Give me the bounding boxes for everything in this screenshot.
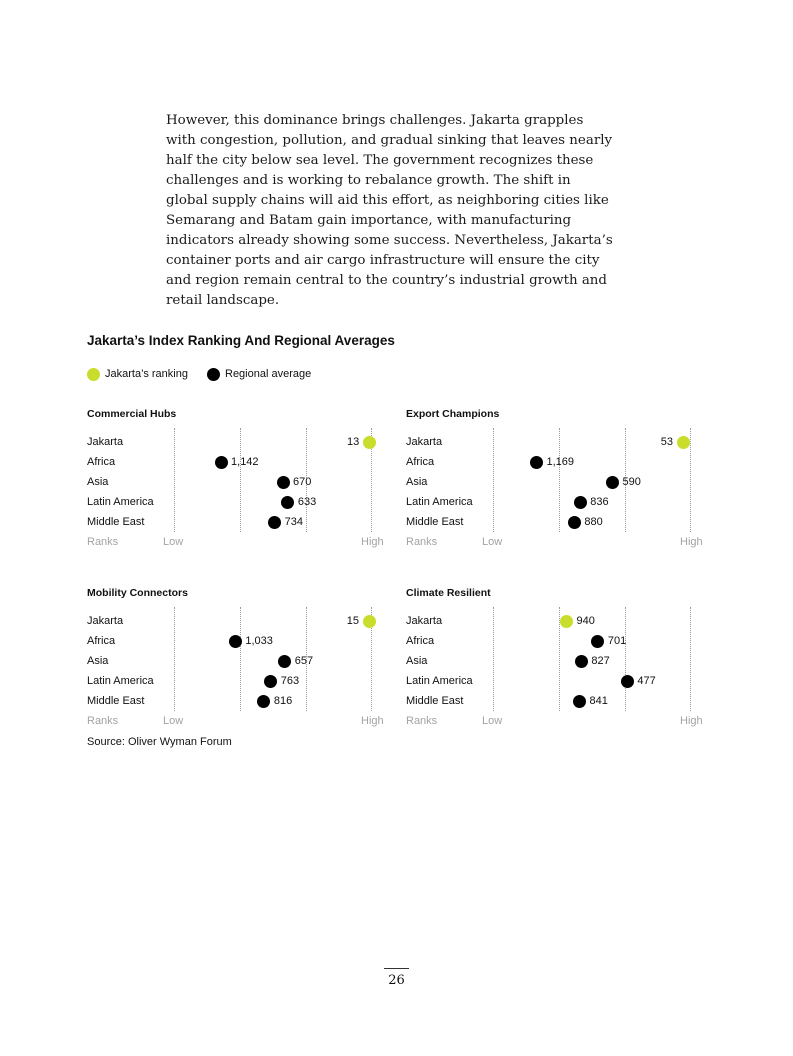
panel-title: Export Champions — [406, 408, 500, 420]
gridline — [493, 607, 494, 711]
row-label: Asia — [87, 476, 109, 488]
row-label: Latin America — [87, 675, 154, 687]
regional-average-dot — [278, 655, 291, 668]
panel-title: Mobility Connectors — [87, 587, 188, 599]
row-label: Latin America — [406, 675, 473, 687]
regional-average-dot — [621, 675, 634, 688]
row-label: Middle East — [87, 695, 145, 707]
jakarta-rank-dot — [363, 615, 376, 628]
row-label: Latin America — [406, 496, 473, 508]
data-label: 1,033 — [245, 635, 273, 647]
panel-title: Commercial Hubs — [87, 408, 177, 420]
data-label: 836 — [590, 496, 609, 508]
row-label: Africa — [87, 635, 116, 647]
gridline — [240, 607, 241, 711]
data-label: 670 — [293, 476, 312, 488]
gridline — [493, 428, 494, 532]
row-label: Asia — [406, 476, 428, 488]
regional-average-dot — [281, 496, 294, 509]
data-label: 590 — [622, 476, 641, 488]
body-paragraph: However, this dominance brings challenges. Jakarta grapples with congestion, pollution, and gradual sinking that leaves nearly half the city below sea level. The government recognizes these challenges and is working to rebalance growth. The shift in global supply chains will aid this effort, as neighboring cities like Semarang and Batam gain importance, with manufacturing indicators already showing some success. Nevertheless, Jakarta’s container ports and air cargo infrastructure will ensure the city and region remain central to the country’s industrial growth and retail landscape. — [166, 113, 613, 308]
axis-high-label: High — [680, 715, 703, 727]
axis-title: Ranks — [406, 536, 438, 548]
data-label: 13 — [347, 436, 360, 448]
row-label: Jakarta — [406, 436, 443, 448]
data-label: 701 — [607, 635, 627, 647]
jakarta-rank-dot — [560, 615, 573, 628]
row-label: Middle East — [406, 695, 464, 707]
data-label: 477 — [637, 675, 656, 687]
gridline — [690, 428, 691, 532]
jakarta-rank-dot — [363, 436, 376, 449]
data-label: 633 — [297, 496, 317, 508]
gridline — [174, 428, 175, 532]
legend-regional-dot — [207, 368, 220, 381]
page-number: 26 — [384, 968, 409, 988]
panel-mobility-connectors — [87, 587, 387, 737]
legend-regional — [207, 366, 311, 382]
axis-title: Ranks — [87, 715, 119, 727]
source-note: Source: Oliver Wyman Forum — [87, 736, 232, 748]
row-label: Asia — [87, 655, 109, 667]
data-label: 841 — [589, 695, 608, 707]
row-label: Middle East — [87, 516, 145, 528]
axis-high-label: High — [361, 536, 384, 548]
regional-average-dot — [215, 456, 228, 469]
row-label: Jakarta — [87, 615, 124, 627]
legend-regional-label: Regional average — [225, 368, 312, 380]
axis-high-label: High — [680, 536, 703, 548]
row-label: Latin America — [87, 496, 154, 508]
data-label: 657 — [294, 655, 314, 667]
axis-high-label: High — [361, 715, 384, 727]
data-label: 940 — [576, 615, 595, 627]
regional-average-dot — [229, 635, 242, 648]
regional-average-dot — [591, 635, 604, 648]
legend-jakarta — [87, 366, 188, 382]
regional-average-dot — [574, 496, 587, 509]
regional-average-dot — [268, 516, 281, 529]
row-label: Africa — [406, 635, 435, 647]
regional-average-dot — [573, 695, 586, 708]
row-label: Africa — [87, 456, 116, 468]
regional-average-dot — [575, 655, 588, 668]
gridline — [174, 607, 175, 711]
figure-title: Jakarta’s Index Ranking And Regional Averages — [87, 333, 395, 348]
data-label: 763 — [280, 675, 300, 687]
gridline — [559, 428, 560, 532]
row-label: Africa — [406, 456, 435, 468]
row-label: Jakarta — [87, 436, 124, 448]
axis-low-label: Low — [482, 715, 503, 727]
regional-average-dot — [568, 516, 581, 529]
gridline — [625, 607, 626, 711]
regional-average-dot — [264, 675, 277, 688]
gridline — [240, 428, 241, 532]
data-label: 880 — [584, 516, 603, 528]
regional-average-dot — [606, 476, 619, 489]
row-label: Middle East — [406, 516, 464, 528]
regional-average-dot — [277, 476, 290, 489]
axis-low-label: Low — [163, 536, 184, 548]
data-label: 53 — [660, 436, 674, 448]
regional-average-dot — [257, 695, 270, 708]
panel-title: Climate Resilient — [406, 587, 491, 599]
data-label: 1,142 — [231, 456, 259, 468]
gridline — [690, 607, 691, 711]
panel-climate-resilient — [406, 587, 706, 737]
data-label: 827 — [591, 655, 610, 667]
data-label: 15 — [346, 615, 360, 627]
axis-low-label: Low — [163, 715, 184, 727]
legend-jakarta-dot — [87, 368, 100, 381]
jakarta-rank-dot — [677, 436, 690, 449]
data-label: 1,169 — [546, 456, 574, 468]
panel-export-champions — [406, 408, 706, 558]
row-label: Asia — [406, 655, 428, 667]
legend-jakarta-label: Jakarta’s ranking — [105, 368, 188, 380]
axis-title: Ranks — [406, 715, 438, 727]
axis-low-label: Low — [482, 536, 503, 548]
regional-average-dot — [530, 456, 543, 469]
data-label: 734 — [284, 516, 303, 528]
row-label: Jakarta — [406, 615, 443, 627]
axis-title: Ranks — [87, 536, 119, 548]
data-label: 816 — [273, 695, 293, 707]
panel-commercial-hubs — [87, 408, 387, 558]
